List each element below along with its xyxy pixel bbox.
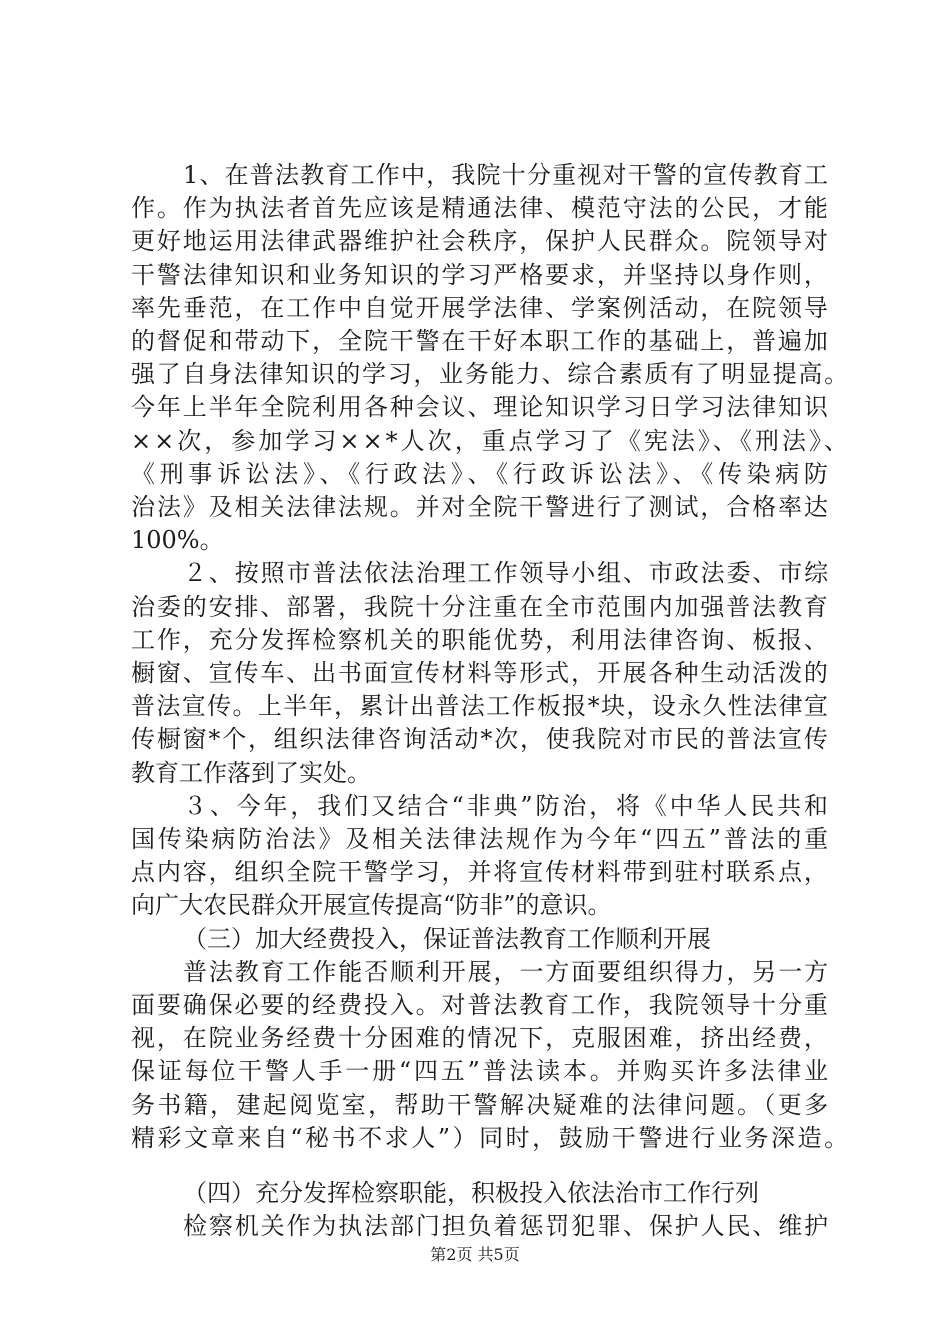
- line-text: 教育工作落到了实处。: [131, 759, 371, 787]
- page-footer: 第2页 共5页: [430, 1245, 520, 1264]
- text-line: [0, 756, 950, 790]
- text-line: [0, 855, 950, 889]
- text-line: [0, 722, 950, 756]
- line-text: 工作，充分发挥检察机关的职能优势，利用法律咨询、板报、: [131, 626, 830, 654]
- line-text: ２、按照市普法依法治理工作领导小组、市政法委、市综: [183, 559, 830, 587]
- line-text: 视，在院业务经费十分困难的情况下，克服困难，挤出经费，: [131, 1024, 830, 1052]
- text-line: [0, 556, 950, 590]
- text-line: [0, 656, 950, 690]
- text-line: [0, 1054, 950, 1088]
- line-text: 检察机关作为执法部门担负着惩罚犯罪、保护人民、维护: [183, 1212, 830, 1240]
- line-text: 点内容，组织全院干警学习，并将宣传材料带到驻村联系点，: [131, 858, 830, 886]
- text-line: [0, 1176, 950, 1210]
- line-text: 《刑事诉讼法》、《行政法》、《行政诉讼法》、《传染病防: [131, 460, 833, 488]
- text-line: [0, 258, 950, 292]
- line-text: 今年上半年全院利用各种会议、理论知识学习日学习法律知识: [131, 393, 830, 421]
- line-text: （三）加大经费投入，保证普法教育工作顺利开展: [183, 925, 711, 953]
- text-line: [0, 1209, 950, 1243]
- text-line: [0, 490, 950, 524]
- text-line: [0, 390, 950, 424]
- text-line: [0, 1021, 950, 1055]
- text-line: [0, 689, 950, 723]
- line-text: 干警法律知识和业务知识的学习严格要求，并坚持以身作则，: [131, 261, 830, 289]
- line-text: 作。作为执法者首先应该是精通法律、模范守法的公民，才能: [131, 194, 830, 222]
- text-line: [0, 1088, 950, 1122]
- text-line: [0, 523, 950, 557]
- line-text: 传橱窗*个，组织法律咨询活动*次，使我院对市民的普法宣传: [131, 725, 830, 753]
- text-line: [0, 789, 950, 823]
- line-text: 面要确保必要的经费投入。对普法教育工作，我院领导十分重: [131, 991, 830, 1019]
- text-line: [0, 955, 950, 989]
- line-text: ××次，参加学习××*人次，重点学习了《宪法》、《刑法》、: [131, 427, 852, 455]
- text-line: [0, 457, 950, 491]
- text-line: [0, 324, 950, 358]
- line-text: ３、今年，我们又结合“非典”防治，将《中华人民共和: [183, 792, 831, 820]
- text-line: [0, 1121, 950, 1155]
- text-line: [0, 357, 950, 391]
- text-line: [0, 888, 950, 922]
- text-line: [0, 158, 950, 192]
- text-line: [0, 922, 950, 956]
- line-text: （四）充分发挥检察职能，积极投入依法治市工作行列: [183, 1179, 759, 1207]
- line-text: 国传染病防治法》及相关法律法规作为今年“四五”普法的重: [131, 825, 831, 853]
- text-line: [0, 424, 950, 458]
- text-line: [0, 224, 950, 258]
- line-text: 1、在普法教育工作中，我院十分重视对干警的宣传教育工: [183, 161, 830, 189]
- line-text: 100%。: [131, 526, 224, 554]
- line-text: 普法宣传。上半年，累计出普法工作板报*块，设永久性法律宣: [131, 692, 830, 720]
- text-line: [0, 590, 950, 624]
- text-line: [0, 988, 950, 1022]
- line-text: 强了自身法律知识的学习，业务能力、综合素质有了明显提高。: [131, 360, 850, 388]
- line-text: 普法教育工作能否顺利开展，一方面要组织得力，另一方: [183, 958, 830, 986]
- line-text: 精彩文章来自“秘书不求人”）同时，鼓励干警进行业务深造。: [131, 1124, 851, 1152]
- line-text: 向广大农民群众开展宣传提高“防非”的意识。: [131, 891, 612, 919]
- text-line: [0, 291, 950, 325]
- line-text: 率先垂范，在工作中自觉开展学法律、学案例活动，在院领导: [131, 294, 830, 322]
- text-line: [0, 822, 950, 856]
- line-text: 保证每位干警人手一册“四五”普法读本。并购买许多法律业: [131, 1057, 831, 1085]
- text-line: [0, 623, 950, 657]
- line-text: 治委的安排、部署，我院十分注重在全市范围内加强普法教育: [131, 593, 830, 621]
- line-text: 治法》及相关法律法规。并对全院干警进行了测试，合格率达: [131, 493, 830, 521]
- line-text: 务书籍，建起阅览室，帮助干警解决疑难的法律问题。（更多: [131, 1091, 831, 1119]
- line-text: 更好地运用法律武器维护社会秩序，保护人民群众。院领导对: [131, 227, 830, 255]
- line-text: 的督促和带动下，全院干警在干好本职工作的基础上，普遍加: [131, 327, 830, 355]
- text-line: [0, 191, 950, 225]
- line-text: 橱窗、宣传车、出书面宣传材料等形式，开展各种生动活泼的: [131, 659, 830, 687]
